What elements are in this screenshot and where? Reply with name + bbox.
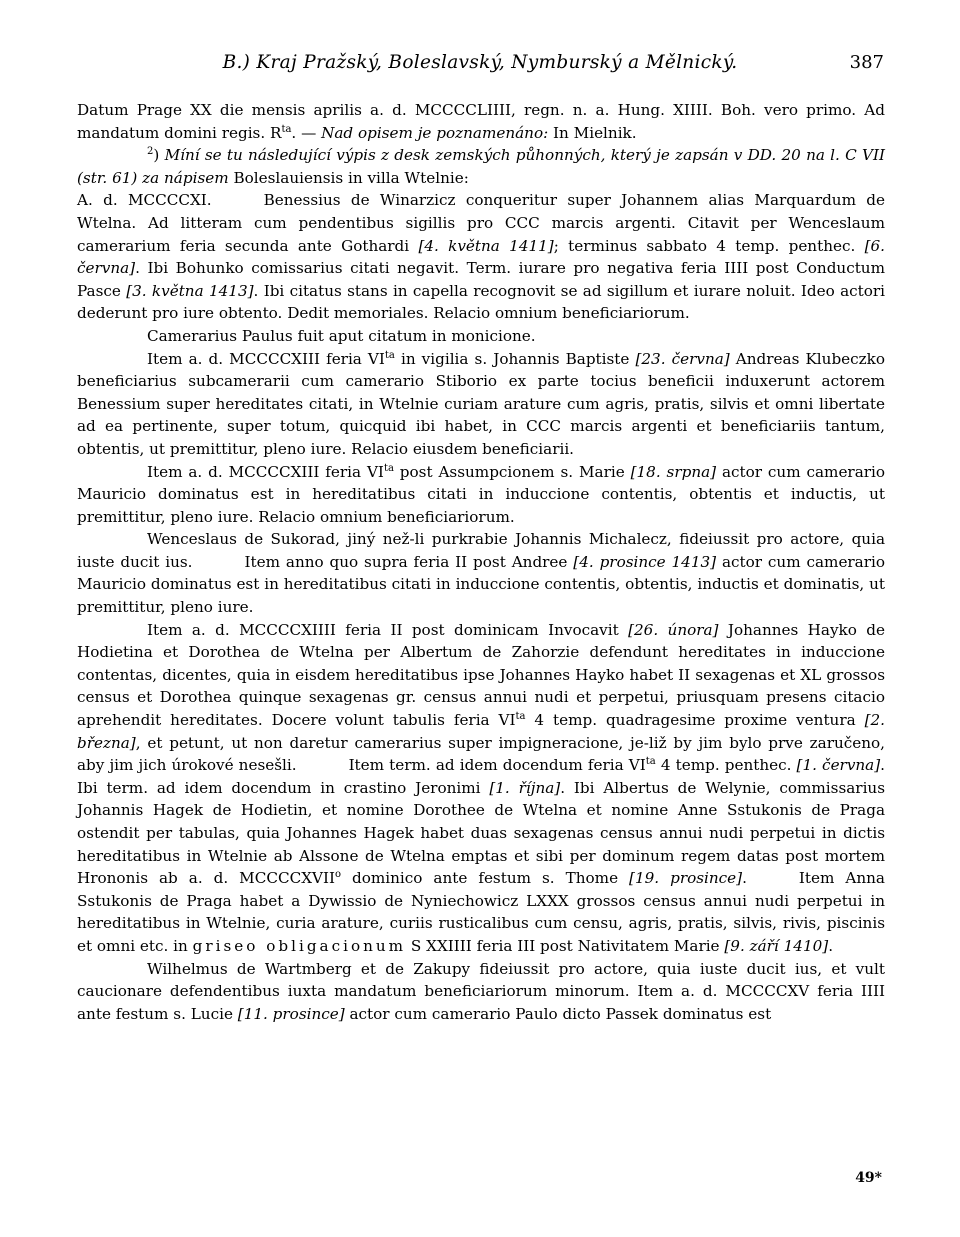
- text-run: . Ibi citatus stans in capella recognovit se ad sigillum et iurare noluit. Ideo actori dederunt pro iure obtento. Dedit memoriales. Relacio omnium beneficiariorum.: [77, 281, 885, 323]
- italic-annotation: [11. prosince]: [237, 1004, 345, 1023]
- italic-annotation: Míní se tu následující výpis z desk zemských půhonných, který je zapsán v DD. 20 na l. C VII (str. 61) za nápisem: [77, 146, 885, 187]
- superscript: ta: [383, 462, 394, 474]
- text-run: Wilhelmus de Wartmberg et de Zakupy fideiussit pro actore, quia iuste ducit ius, et vult caucionare defendentibus iuxta mandatum beneficiariorum minorum. Item a. d. MCCCCXV feria IIII ante festum s. Lucie: [77, 959, 885, 1023]
- text-run: post Assumpcionem s. Marie: [393, 462, 631, 481]
- text-run: dominico ante festum s. Thome: [341, 869, 630, 888]
- text-run: Item a. d. MCCCCXIII feria VI: [147, 349, 385, 368]
- text-run: actor cum camerario Mauricio dominatus est in hereditatibus citati in induccione contentis, obtentis, inductis et dominatis, ut premittitur, pleno iure.: [77, 552, 886, 617]
- italic-annotation: [9. září 1410]: [724, 936, 829, 955]
- running-title: B.) Kraj Pražský, Boleslavský, Nymburský a Mělnický.: [222, 52, 738, 73]
- text-run: .: [828, 936, 834, 955]
- italic-annotation: [19. prosince]: [629, 869, 743, 888]
- superscript: o: [334, 869, 342, 881]
- italic-annotation: [4. prosince 1413]: [573, 552, 717, 571]
- text-run: in vigilia s. Johannis Baptiste: [394, 349, 636, 368]
- text-run: Item a. d. MCCCCXIIII feria II post dominicam Invocavit: [147, 620, 629, 639]
- text-run: ): [153, 146, 165, 165]
- italic-annotation: [1. října]: [489, 778, 561, 797]
- superscript: 2: [147, 146, 154, 158]
- text-run: S XXIIII feria III post Nativitatem Marie: [406, 936, 725, 955]
- italic-annotation: [2. března]: [77, 711, 885, 752]
- text-run: .: [742, 869, 747, 888]
- text-run: A. d. MCCCCXI.: [77, 191, 212, 210]
- text-run: actor cum camerario Mauricio dominatus est in hereditatibus citati in induccione contentis, obtentis et inductis, ut premittitur, pleno iure. Relacio omnium beneficiariorum.: [77, 462, 886, 526]
- paragraph: [77, 348, 885, 461]
- text-run: Camerarius Paulus fuit aput citatum in monicione.: [147, 326, 536, 345]
- paragraph: [77, 528, 885, 618]
- superscript: ta: [645, 756, 656, 768]
- main-text: [77, 99, 885, 1025]
- text-run: In Mielnik.: [548, 123, 637, 142]
- text-run: 4 temp. penthec.: [655, 756, 797, 775]
- text-run: Item anno quo supra feria II post Andree: [244, 552, 574, 571]
- page-number: 387: [849, 52, 884, 73]
- paragraph: [77, 619, 885, 958]
- italic-annotation: [18. srpna]: [630, 462, 717, 481]
- superscript: ta: [515, 710, 526, 722]
- signature-mark: 49*: [855, 1170, 882, 1186]
- italic-annotation: Nad opisem je poznamenáno:: [321, 123, 549, 142]
- running-header: [0, 52, 960, 82]
- text-run: Benessius de Winarzicz conqueritur super Johannem alias Marquardum de Wtelna. Ad litteram cum pendentibus sigillis pro CCC marcis argenti. Citavit per Wenceslaum camerarium feria secunda ante Gothardi: [77, 191, 885, 255]
- text-run: Andreas Klubeczko beneficiarius subcamerarii cum camerario Stiborio ex parte tocius beneficii induxerunt actorem Benessium super hereditates citati, in Wtelnie curiam arature cum agris, pratis, silvis et omni libertate ad ea pertinente, super totum, quicquid ibi habet, in CCC marcis argenti et beneficiariis tantum, obtentis, ut premittitur, pleno iure. Relacio eiusdem beneficiarii.: [77, 349, 886, 458]
- italic-annotation: [23. června]: [635, 349, 730, 368]
- italic-annotation: [26. února]: [628, 620, 719, 639]
- text-run: . Ibi Albertus de Welynie, commissarius Johannis Hagek de Hodietin, et nomine Dorothee de Wtelna et nomine Anne Sstukonis de Praga ostendit per tabulas, quia Johannes Hagek habet duas sexagenas census annui nudi perpetui in dictis hereditatibus in Wtelnie ab Alssone de Wtelna emptas et sibi per dominum regem datas post mortem Hrononis ab a. d. MCCCCXVII: [77, 778, 885, 888]
- italic-annotation: [6. června]: [77, 236, 886, 278]
- text-run: 4 temp. quadragesime proxime ventura: [525, 711, 865, 730]
- text-run: Wenceslaus de Sukorad, jiný než-li purkrabie Johannis Michalecz, fideiussit pro actore, quia iuste ducit ius.: [77, 530, 885, 571]
- paragraph: [77, 461, 885, 529]
- text-run: . —: [291, 123, 322, 142]
- text-run: , et petunt, ut non daretur camerarius super impigneracione, je-liž by jim bylo prve zaručeno, aby jim jich úrokové nesešli.: [77, 733, 885, 775]
- italic-annotation: [3. května 1413]: [126, 281, 254, 300]
- text-run: . Ibi term. ad idem docendum in crastino Jeronimi: [77, 756, 885, 797]
- italic-annotation: [1. června]: [796, 756, 881, 775]
- italic-annotation: [4. května 1411]: [418, 236, 554, 255]
- text-run: ; terminus sabbato 4 temp. penthec.: [553, 236, 865, 255]
- paragraph: [77, 189, 885, 325]
- paragraph: [77, 99, 885, 144]
- text-run: Item term. ad idem docendum feria VI: [348, 756, 646, 775]
- text-run: . Ibi Bohunko comissarius citati negavit. Term. iurare pro negativa feria IIII post Conductum Pasce: [77, 259, 885, 300]
- text-run: actor cum camerario Paulo dicto Passek dominatus est: [344, 1004, 772, 1023]
- paragraph: [77, 325, 885, 348]
- text-run: Datum Prage XX die mensis aprilis a. d. MCCCCLIIII, regn. n. a. Hung. XIIII. Boh. vero primo. Ad mandatum domini regis. R: [77, 101, 885, 142]
- superscript: ta: [281, 123, 292, 135]
- text-run: Item Anna Sstukonis de Praga habet a Dywissio de Nyniechowicz LXXX grossos census annui nudi perpetui in hereditatibus in Wtelnie, curia arature, curiis rusticalibus cum censu, agris, pratis, silvis, rivis, piscinis et omni etc. in: [77, 869, 885, 955]
- text-run: Boleslauiensis in villa Wtelnie:: [228, 168, 469, 187]
- paragraph: [77, 958, 885, 1026]
- superscript: ta: [384, 349, 395, 361]
- text-run: Johannes Hayko de Hodietina et Dorothea de Wtelna per Albertum de Zahorzie defendunt hereditates in induccione contentas, dicentes, quia in eisdem hereditatibus ipse Johannes Hayko habet II sexagenas et XL grossos census et Dorothea quinque sexagenas gr. census annui nudi et perpetui, priusquam presens citacio aprehendit hereditates. Docere volunt tabulis feria VI: [77, 620, 885, 730]
- text-run: Item a. d. MCCCCXIII feria VI: [147, 462, 384, 481]
- footnote-paragraph: [77, 144, 885, 189]
- text-run: griseo obligacionum: [192, 936, 407, 955]
